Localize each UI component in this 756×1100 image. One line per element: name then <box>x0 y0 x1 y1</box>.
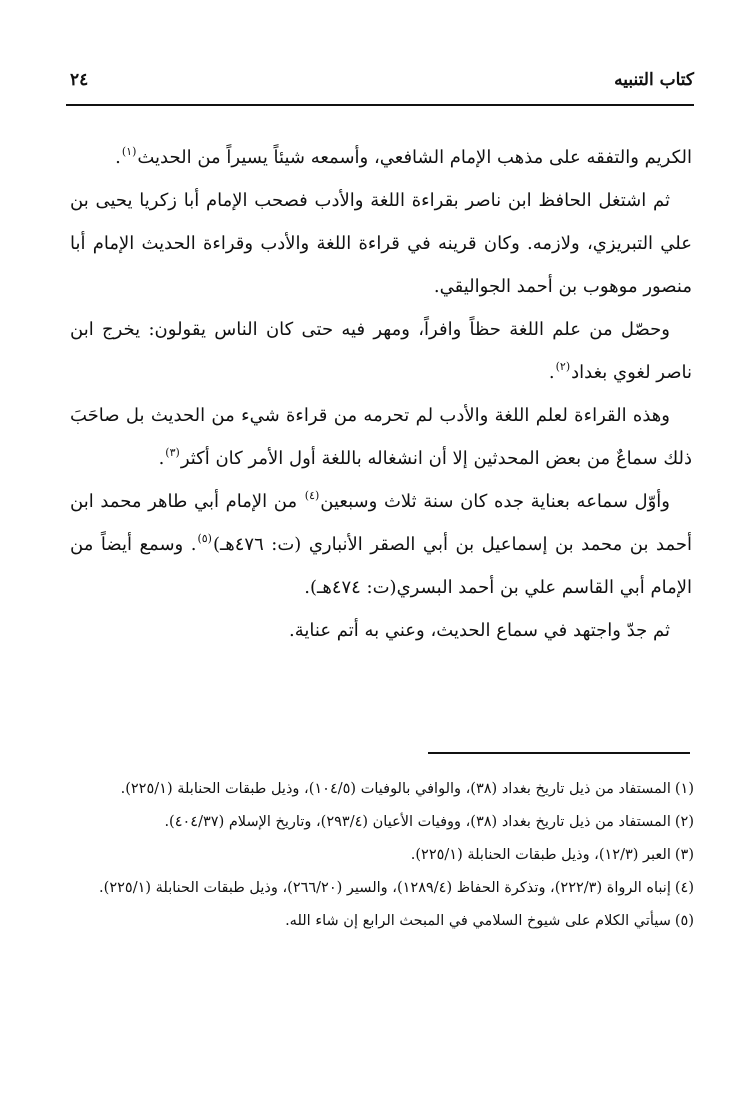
paragraph-4-end: . <box>158 448 165 469</box>
paragraph-5-text-b: من الإمام أبي طاهر محمد ابن أحمد بن محمد بن إسماعيل بن أبي الصقر الأنباري (ت: ٤٧٦هـ) <box>70 491 692 555</box>
footnote-text: العبر (١٢/٣)، وذيل طبقات الحنابلة (٢٢٥/١). <box>410 847 671 863</box>
footnote-text: المستفاد من ذيل تاريخ بغداد (٣٨)، ووفيات الأعيان (٢٩٣/٤)، وتاريخ الإسلام (٤٠٤/٣٧). <box>164 814 671 830</box>
footnote-1 <box>70 774 694 804</box>
footnote-number: (٣) <box>674 847 694 863</box>
paragraph-1-text: الكريم والتفقه على مذهب الإمام الشافعي، وأسمعه شيئاً يسيراً من الحديث <box>137 147 692 168</box>
footnote-ref-4[interactable]: (٤) <box>304 489 320 502</box>
paragraph-6 <box>70 609 692 652</box>
footnote-ref-3[interactable]: (٣) <box>165 446 180 459</box>
footnote-3 <box>70 840 694 870</box>
paragraph-5-text-a: وأوّل سماعه بعناية جده كان سنة ثلاث وسبعين <box>320 491 671 512</box>
footnote-ref-2[interactable]: (٢) <box>555 360 571 373</box>
footnote-2 <box>70 807 694 837</box>
paragraph-6-text: ثم جدّ واجتهد في سماع الحديث، وعني به أتم عناية. <box>289 620 670 641</box>
paragraph-5 <box>70 480 692 609</box>
running-header <box>66 70 694 100</box>
footnote-number: (٢) <box>674 814 694 830</box>
main-text <box>70 136 692 652</box>
footnote-ref-1[interactable]: (١) <box>121 145 137 158</box>
paragraph-3-end: . <box>548 362 555 383</box>
footnote-number: (٤) <box>674 880 694 896</box>
page-number: ٢٤ <box>70 70 89 90</box>
footnotes <box>70 774 694 939</box>
footnote-number: (١) <box>674 781 694 797</box>
footnote-5 <box>70 906 694 936</box>
paragraph-2-text: ثم اشتغل الحافظ ابن ناصر بقراءة اللغة والأدب فصحب الإمام أبا زكريا يحيى بن علي التبريزي، ولازمه. وكان قرينه في قراءة اللغة والأدب وقراءة الحديث الإمام أبا منصور موهوب بن أحمد الجواليقي. <box>70 190 692 297</box>
footnote-text: إنباه الرواة (٢٢٢/٣)، وتذكرة الحفاظ (١٢٨٩/٤)، والسير (٢٦٦/٢٠)، وذيل طبقات الحنابلة (٢٢٥/١). <box>99 880 671 896</box>
paragraph-1-end: . <box>115 147 121 168</box>
paragraph-2 <box>70 179 692 308</box>
book-title: كتاب التنبيه <box>614 70 694 90</box>
footnote-ref-5[interactable]: (٥) <box>197 532 212 545</box>
paragraph-3-text: وحصّل من علم اللغة حظاً وافراً، ومهر فيه حتى كان الناس يقولون: يخرج ابن ناصر لغوي بغداد <box>70 319 692 383</box>
footnote-text: المستفاد من ذيل تاريخ بغداد (٣٨)، والوافي بالوفيات (١٠٤/٥)، وذيل طبقات الحنابلة (٢٢٥/١). <box>120 781 671 797</box>
paragraph-1 <box>70 136 692 179</box>
paragraph-4 <box>70 394 692 480</box>
paragraph-4-text: وهذه القراءة لعلم اللغة والأدب لم تحرمه من قراءة شيء من الحديث بل صاحَبَ ذلك سماعٌ من بعض المحدثين إلا أن انشغاله باللغة أول الأمر كان أكثر <box>70 405 692 469</box>
footnote-text: سيأتي الكلام على شيوخ السلامي في المبحث الرابع إن شاء الله. <box>285 913 671 929</box>
footnote-number: (٥) <box>674 913 694 929</box>
footnote-divider <box>428 752 690 754</box>
footnote-4 <box>70 873 694 903</box>
paragraph-5-text-c: . وسمع أيضاً من الإمام أبي القاسم علي بن أحمد البسري(ت: ٤٧٤هـ). <box>70 534 692 598</box>
header-divider <box>66 104 694 106</box>
paragraph-3 <box>70 308 692 394</box>
